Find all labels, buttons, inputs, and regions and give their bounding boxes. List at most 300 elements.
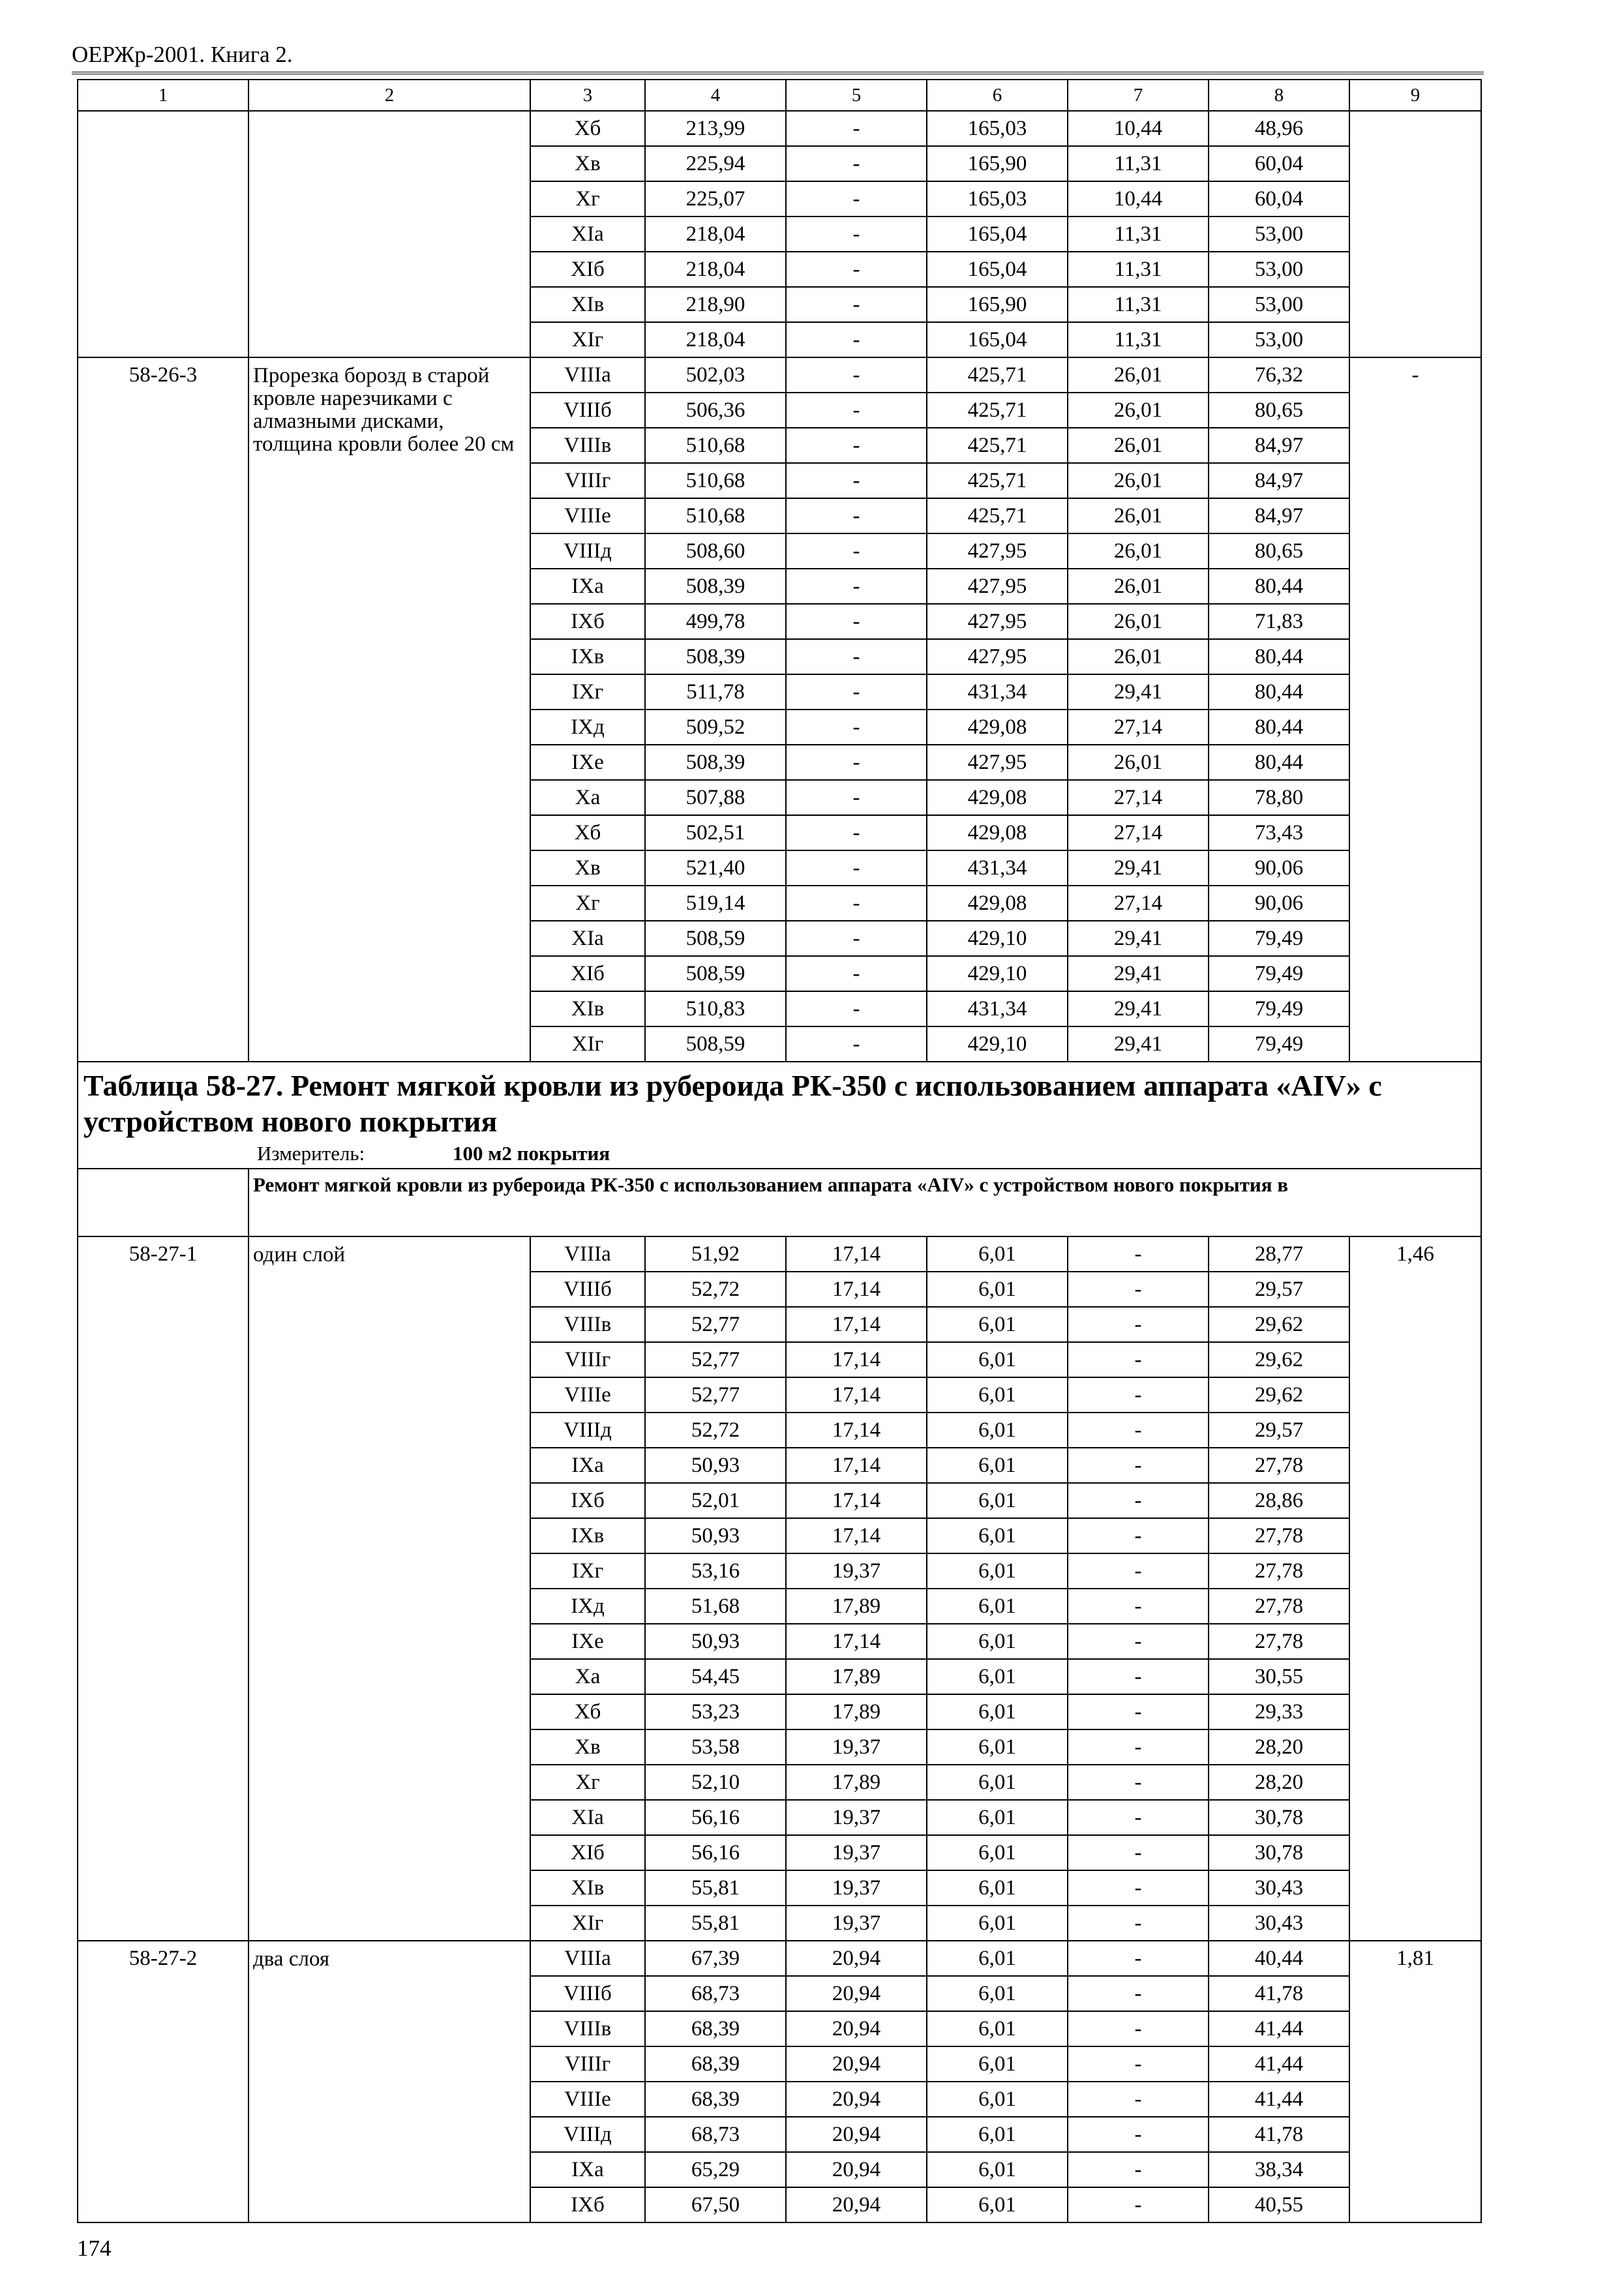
value-cell: 165,04 <box>927 322 1068 357</box>
value-cell: - <box>786 393 927 428</box>
value-cell: 17,89 <box>786 1659 927 1694</box>
value-cell: - <box>1068 1272 1209 1307</box>
value-cell: 52,10 <box>645 1765 786 1800</box>
value-cell: 17,14 <box>786 1342 927 1377</box>
value-cell: 6,01 <box>927 2117 1068 2152</box>
zone-cell: Xв <box>530 146 645 181</box>
value-cell: 17,89 <box>786 1765 927 1800</box>
value-cell: 6,01 <box>927 1906 1068 1941</box>
value-cell: 28,20 <box>1209 1729 1349 1765</box>
value-cell: 29,41 <box>1068 1026 1209 1062</box>
value-cell: - <box>1068 1729 1209 1765</box>
value-cell: 27,78 <box>1209 1624 1349 1659</box>
value-cell: 20,94 <box>786 1976 927 2011</box>
value-cell: 431,34 <box>927 674 1068 710</box>
value-cell: 68,39 <box>645 2011 786 2046</box>
column-number: 9 <box>1349 80 1481 111</box>
value-cell: - <box>1068 1483 1209 1518</box>
value-cell: 508,59 <box>645 1026 786 1062</box>
extra-value <box>1349 111 1481 357</box>
value-cell: 29,57 <box>1209 1413 1349 1448</box>
value-cell: 26,01 <box>1068 498 1209 533</box>
value-cell: 30,55 <box>1209 1659 1349 1694</box>
value-cell: 507,88 <box>645 780 786 815</box>
value-cell: 28,86 <box>1209 1483 1349 1518</box>
value-cell: 6,01 <box>927 1553 1068 1589</box>
value-cell: 519,14 <box>645 886 786 921</box>
value-cell: 60,04 <box>1209 181 1349 217</box>
extra-value: - <box>1349 357 1481 1062</box>
value-cell: 218,04 <box>645 252 786 287</box>
zone-cell: IXб <box>530 2187 645 2222</box>
value-cell: 6,01 <box>927 1377 1068 1413</box>
value-cell: 51,92 <box>645 1236 786 1272</box>
value-cell: 68,39 <box>645 2082 786 2117</box>
value-cell: 429,08 <box>927 815 1068 850</box>
value-cell: 165,03 <box>927 111 1068 146</box>
value-cell: 27,14 <box>1068 815 1209 850</box>
zone-cell: XIг <box>530 1906 645 1941</box>
zone-cell: VIIIа <box>530 1236 645 1272</box>
value-cell: 499,78 <box>645 604 786 639</box>
work-description: один слой <box>248 1236 530 1941</box>
value-cell: - <box>1068 1448 1209 1483</box>
value-cell: 41,78 <box>1209 2117 1349 2152</box>
value-cell: - <box>786 428 927 463</box>
work-description: Прорезка борозд в старой кровле нарезчиками с алмазными дисками, толщина кровли более 20 см <box>248 357 530 1062</box>
value-cell: 6,01 <box>927 1941 1068 1976</box>
value-cell: 508,60 <box>645 533 786 569</box>
zone-cell: XIг <box>530 1026 645 1062</box>
zone-cell: XIб <box>530 956 645 991</box>
value-cell: 84,97 <box>1209 498 1349 533</box>
value-cell: - <box>1068 1870 1209 1906</box>
page-number: 174 <box>77 2236 112 2261</box>
value-cell: - <box>786 745 927 780</box>
value-cell: 26,01 <box>1068 393 1209 428</box>
value-cell: - <box>786 639 927 674</box>
value-cell: 50,93 <box>645 1624 786 1659</box>
zone-cell: VIIIг <box>530 1342 645 1377</box>
value-cell: - <box>786 710 927 745</box>
table-title-cell <box>78 1062 1481 1169</box>
value-cell: 29,41 <box>1068 921 1209 956</box>
column-number: 6 <box>927 80 1068 111</box>
value-cell: 79,49 <box>1209 1026 1349 1062</box>
extra-value: 1,81 <box>1349 1941 1481 2222</box>
value-cell: 429,08 <box>927 710 1068 745</box>
value-cell: 431,34 <box>927 991 1068 1026</box>
zone-cell: Xг <box>530 181 645 217</box>
value-cell: 56,16 <box>645 1800 786 1835</box>
value-cell: 79,49 <box>1209 921 1349 956</box>
value-cell: 509,52 <box>645 710 786 745</box>
value-cell: 427,95 <box>927 569 1068 604</box>
value-cell: - <box>1068 1835 1209 1870</box>
value-cell: 20,94 <box>786 2046 927 2082</box>
value-cell: 29,33 <box>1209 1694 1349 1729</box>
zone-cell: IXа <box>530 1448 645 1483</box>
value-cell: 165,90 <box>927 287 1068 322</box>
value-cell: 508,59 <box>645 956 786 991</box>
value-cell: 80,44 <box>1209 710 1349 745</box>
table-row <box>78 357 1481 393</box>
value-cell: 27,14 <box>1068 780 1209 815</box>
value-cell: 38,34 <box>1209 2152 1349 2187</box>
value-cell: 6,01 <box>927 2011 1068 2046</box>
value-cell: - <box>1068 2011 1209 2046</box>
value-cell: - <box>786 780 927 815</box>
zone-cell: Xа <box>530 1659 645 1694</box>
value-cell: 27,78 <box>1209 1553 1349 1589</box>
zone-cell: XIа <box>530 1800 645 1835</box>
value-cell: 80,65 <box>1209 533 1349 569</box>
value-cell: 80,44 <box>1209 569 1349 604</box>
value-cell: - <box>786 674 927 710</box>
zone-cell: Xб <box>530 1694 645 1729</box>
value-cell: 165,04 <box>927 252 1068 287</box>
value-cell: 425,71 <box>927 393 1068 428</box>
value-cell: 52,72 <box>645 1413 786 1448</box>
value-cell: 521,40 <box>645 850 786 886</box>
value-cell: - <box>786 1026 927 1062</box>
value-cell: 17,14 <box>786 1272 927 1307</box>
value-cell: 30,43 <box>1209 1906 1349 1941</box>
zone-cell: VIIIа <box>530 357 645 393</box>
table-body <box>78 80 1481 2222</box>
value-cell: 48,96 <box>1209 111 1349 146</box>
value-cell: 40,55 <box>1209 2187 1349 2222</box>
value-cell: 20,94 <box>786 2152 927 2187</box>
value-cell: 26,01 <box>1068 604 1209 639</box>
value-cell: 425,71 <box>927 463 1068 498</box>
value-cell: 27,14 <box>1068 886 1209 921</box>
value-cell: 11,31 <box>1068 322 1209 357</box>
value-cell: 68,73 <box>645 1976 786 2011</box>
value-cell: 26,01 <box>1068 463 1209 498</box>
value-cell: - <box>1068 1659 1209 1694</box>
zone-cell: IXд <box>530 710 645 745</box>
value-cell: 67,50 <box>645 2187 786 2222</box>
value-cell: 56,16 <box>645 1835 786 1870</box>
value-cell: - <box>1068 1624 1209 1659</box>
value-cell: - <box>1068 2046 1209 2082</box>
value-cell: 90,06 <box>1209 850 1349 886</box>
value-cell: 502,03 <box>645 357 786 393</box>
value-cell: - <box>1068 1694 1209 1729</box>
value-cell: 508,39 <box>645 639 786 674</box>
zone-cell: IXг <box>530 674 645 710</box>
column-number: 1 <box>78 80 248 111</box>
zone-cell: XIб <box>530 252 645 287</box>
table-subtitle: Ремонт мягкой кровли из рубероида РК-350 с использованием аппарата «AIV» с устройством нового покрытия в <box>248 1169 1481 1236</box>
value-cell: 29,57 <box>1209 1272 1349 1307</box>
value-cell: 27,78 <box>1209 1589 1349 1624</box>
rate-code: 58-26-3 <box>78 357 248 1062</box>
value-cell: 425,71 <box>927 498 1068 533</box>
zone-cell: XIв <box>530 287 645 322</box>
zone-cell: IXа <box>530 569 645 604</box>
value-cell: 26,01 <box>1068 533 1209 569</box>
zone-cell: IXе <box>530 1624 645 1659</box>
value-cell: 79,49 <box>1209 991 1349 1026</box>
value-cell: 6,01 <box>927 1835 1068 1870</box>
value-cell: 26,01 <box>1068 639 1209 674</box>
value-cell: 427,95 <box>927 745 1068 780</box>
value-cell: 53,00 <box>1209 217 1349 252</box>
value-cell: 6,01 <box>927 1307 1068 1342</box>
value-cell: 50,93 <box>645 1448 786 1483</box>
zone-cell: IXд <box>530 1589 645 1624</box>
value-cell: 52,77 <box>645 1307 786 1342</box>
zone-cell: VIIIа <box>530 1941 645 1976</box>
zone-cell: XIв <box>530 991 645 1026</box>
value-cell: 53,16 <box>645 1553 786 1589</box>
value-cell: 27,78 <box>1209 1518 1349 1553</box>
value-cell: 17,14 <box>786 1236 927 1272</box>
rate-code <box>78 111 248 357</box>
value-cell: 218,04 <box>645 322 786 357</box>
value-cell: 80,44 <box>1209 674 1349 710</box>
value-cell: 29,62 <box>1209 1342 1349 1377</box>
zone-cell: XIг <box>530 322 645 357</box>
value-cell: - <box>786 956 927 991</box>
value-cell: 17,14 <box>786 1307 927 1342</box>
table-title: Таблица 58-27. Ремонт мягкой кровли из рубероида РК-350 с использованием аппарата «AIV» с устройством нового покрытия <box>83 1069 1382 1139</box>
value-cell: 425,71 <box>927 428 1068 463</box>
value-cell: 6,01 <box>927 1342 1068 1377</box>
value-cell: 510,68 <box>645 428 786 463</box>
value-cell: 6,01 <box>927 1800 1068 1835</box>
value-cell: 17,14 <box>786 1377 927 1413</box>
value-cell: 502,51 <box>645 815 786 850</box>
value-cell: 6,01 <box>927 1236 1068 1272</box>
value-cell: 84,97 <box>1209 428 1349 463</box>
zone-cell: VIIIг <box>530 463 645 498</box>
value-cell: 429,10 <box>927 956 1068 991</box>
value-cell: - <box>786 217 927 252</box>
subtitle-blank <box>78 1169 248 1236</box>
value-cell: 27,78 <box>1209 1448 1349 1483</box>
value-cell: 19,37 <box>786 1553 927 1589</box>
value-cell: 80,44 <box>1209 745 1349 780</box>
book-title: ОЕРЖр-2001. Книга 2. <box>72 42 293 67</box>
value-cell: 225,07 <box>645 181 786 217</box>
value-cell: 29,41 <box>1068 850 1209 886</box>
value-cell: 510,83 <box>645 991 786 1026</box>
value-cell: 6,01 <box>927 1413 1068 1448</box>
value-cell: 20,94 <box>786 2011 927 2046</box>
column-number: 7 <box>1068 80 1209 111</box>
value-cell: - <box>786 533 927 569</box>
value-cell: - <box>1068 1941 1209 1976</box>
value-cell: 52,77 <box>645 1377 786 1413</box>
value-cell: 53,00 <box>1209 287 1349 322</box>
value-cell: 20,94 <box>786 2187 927 2222</box>
value-cell: - <box>1068 1413 1209 1448</box>
column-number: 3 <box>530 80 645 111</box>
zone-cell: VIIIд <box>530 2117 645 2152</box>
work-description <box>248 111 530 357</box>
value-cell: - <box>1068 1906 1209 1941</box>
table-row <box>78 111 1481 146</box>
value-cell: - <box>786 921 927 956</box>
zone-cell: VIIIе <box>530 2082 645 2117</box>
zone-cell: VIIIв <box>530 1307 645 1342</box>
value-cell: 20,94 <box>786 2082 927 2117</box>
value-cell: 80,44 <box>1209 639 1349 674</box>
column-number: 4 <box>645 80 786 111</box>
zone-cell: VIIIг <box>530 2046 645 2082</box>
value-cell: 19,37 <box>786 1729 927 1765</box>
value-cell: 6,01 <box>927 2046 1068 2082</box>
value-cell: 17,14 <box>786 1518 927 1553</box>
value-cell: 218,90 <box>645 287 786 322</box>
value-cell: 225,94 <box>645 146 786 181</box>
value-cell: 429,08 <box>927 886 1068 921</box>
value-cell: 79,49 <box>1209 956 1349 991</box>
rate-code: 58-27-2 <box>78 1941 248 2222</box>
value-cell: - <box>1068 2117 1209 2152</box>
value-cell: 6,01 <box>927 1659 1068 1694</box>
extra-value: 1,46 <box>1349 1236 1481 1941</box>
value-cell: 78,80 <box>1209 780 1349 815</box>
page-header <box>72 40 1484 74</box>
value-cell: 52,77 <box>645 1342 786 1377</box>
value-cell: 506,36 <box>645 393 786 428</box>
value-cell: 508,39 <box>645 745 786 780</box>
value-cell: 508,39 <box>645 569 786 604</box>
value-cell: - <box>786 181 927 217</box>
value-cell: 68,73 <box>645 2117 786 2152</box>
value-cell: - <box>786 886 927 921</box>
value-cell: - <box>1068 1377 1209 1413</box>
value-cell: 26,01 <box>1068 569 1209 604</box>
value-cell: 6,01 <box>927 1729 1068 1765</box>
value-cell: 68,39 <box>645 2046 786 2082</box>
value-cell: - <box>1068 2082 1209 2117</box>
subtitle-row <box>78 1169 1481 1236</box>
value-cell: 11,31 <box>1068 146 1209 181</box>
value-cell: 29,62 <box>1209 1377 1349 1413</box>
value-cell: 6,01 <box>927 1765 1068 1800</box>
table-title-row <box>78 1062 1481 1169</box>
value-cell: 425,71 <box>927 357 1068 393</box>
zone-cell: IXа <box>530 2152 645 2187</box>
zone-cell: VIIIд <box>530 1413 645 1448</box>
zone-cell: Xв <box>530 850 645 886</box>
value-cell: 6,01 <box>927 1448 1068 1483</box>
value-cell: 6,01 <box>927 1518 1068 1553</box>
value-cell: 54,45 <box>645 1659 786 1694</box>
value-cell: 6,01 <box>927 1272 1068 1307</box>
value-cell: 80,65 <box>1209 393 1349 428</box>
rate-code: 58-27-1 <box>78 1236 248 1941</box>
value-cell: 19,37 <box>786 1906 927 1941</box>
value-cell: 90,06 <box>1209 886 1349 921</box>
column-number: 8 <box>1209 80 1349 111</box>
zone-cell: Xв <box>530 1729 645 1765</box>
work-description: два слоя <box>248 1941 530 2222</box>
zone-cell: IXе <box>530 745 645 780</box>
value-cell: 41,44 <box>1209 2046 1349 2082</box>
value-cell: 53,00 <box>1209 252 1349 287</box>
value-cell: - <box>1068 1236 1209 1272</box>
column-number: 2 <box>248 80 530 111</box>
value-cell: 6,01 <box>927 1483 1068 1518</box>
value-cell: 427,95 <box>927 604 1068 639</box>
zone-cell: XIа <box>530 921 645 956</box>
value-cell: 84,97 <box>1209 463 1349 498</box>
value-cell: 165,90 <box>927 146 1068 181</box>
value-cell: 6,01 <box>927 1624 1068 1659</box>
value-cell: 52,01 <box>645 1483 786 1518</box>
zone-cell: VIIIб <box>530 393 645 428</box>
value-cell: 30,43 <box>1209 1870 1349 1906</box>
value-cell: 29,41 <box>1068 956 1209 991</box>
value-cell: 429,10 <box>927 921 1068 956</box>
value-cell: - <box>786 287 927 322</box>
value-cell: 40,44 <box>1209 1941 1349 1976</box>
value-cell: 53,58 <box>645 1729 786 1765</box>
value-cell: 19,37 <box>786 1835 927 1870</box>
value-cell: - <box>1068 1976 1209 2011</box>
value-cell: - <box>1068 1518 1209 1553</box>
column-number: 5 <box>786 80 927 111</box>
value-cell: 73,43 <box>1209 815 1349 850</box>
value-cell: - <box>786 850 927 886</box>
value-cell: 17,14 <box>786 1413 927 1448</box>
value-cell: 28,20 <box>1209 1765 1349 1800</box>
value-cell: 6,01 <box>927 2152 1068 2187</box>
value-cell: 41,78 <box>1209 1976 1349 2011</box>
zone-cell: XIа <box>530 217 645 252</box>
zone-cell: XIв <box>530 1870 645 1906</box>
value-cell: 511,78 <box>645 674 786 710</box>
value-cell: 11,31 <box>1068 252 1209 287</box>
measure-value: 100 м2 покрытия <box>453 1141 610 1165</box>
value-cell: - <box>1068 1307 1209 1342</box>
zone-cell: VIIIв <box>530 428 645 463</box>
zone-cell: IXв <box>530 639 645 674</box>
value-cell: 218,04 <box>645 217 786 252</box>
value-cell: 26,01 <box>1068 357 1209 393</box>
value-cell: 29,41 <box>1068 991 1209 1026</box>
value-cell: 6,01 <box>927 2187 1068 2222</box>
value-cell: 52,72 <box>645 1272 786 1307</box>
value-cell: - <box>1068 1800 1209 1835</box>
measure-label: Измеритель: <box>257 1141 365 1165</box>
value-cell: 427,95 <box>927 639 1068 674</box>
value-cell: 53,23 <box>645 1694 786 1729</box>
value-cell: 17,89 <box>786 1589 927 1624</box>
column-number-row <box>78 80 1481 111</box>
value-cell: 6,01 <box>927 1589 1068 1624</box>
value-cell: 6,01 <box>927 1694 1068 1729</box>
zone-cell: Xб <box>530 111 645 146</box>
value-cell: - <box>1068 2187 1209 2222</box>
value-cell: 6,01 <box>927 2082 1068 2117</box>
value-cell: 6,01 <box>927 1976 1068 2011</box>
value-cell: 213,99 <box>645 111 786 146</box>
value-cell: 431,34 <box>927 850 1068 886</box>
value-cell: 11,31 <box>1068 217 1209 252</box>
value-cell: - <box>1068 2152 1209 2187</box>
value-cell: - <box>786 357 927 393</box>
value-cell: - <box>786 463 927 498</box>
zone-cell: VIIIб <box>530 1976 645 2011</box>
value-cell: 508,59 <box>645 921 786 956</box>
